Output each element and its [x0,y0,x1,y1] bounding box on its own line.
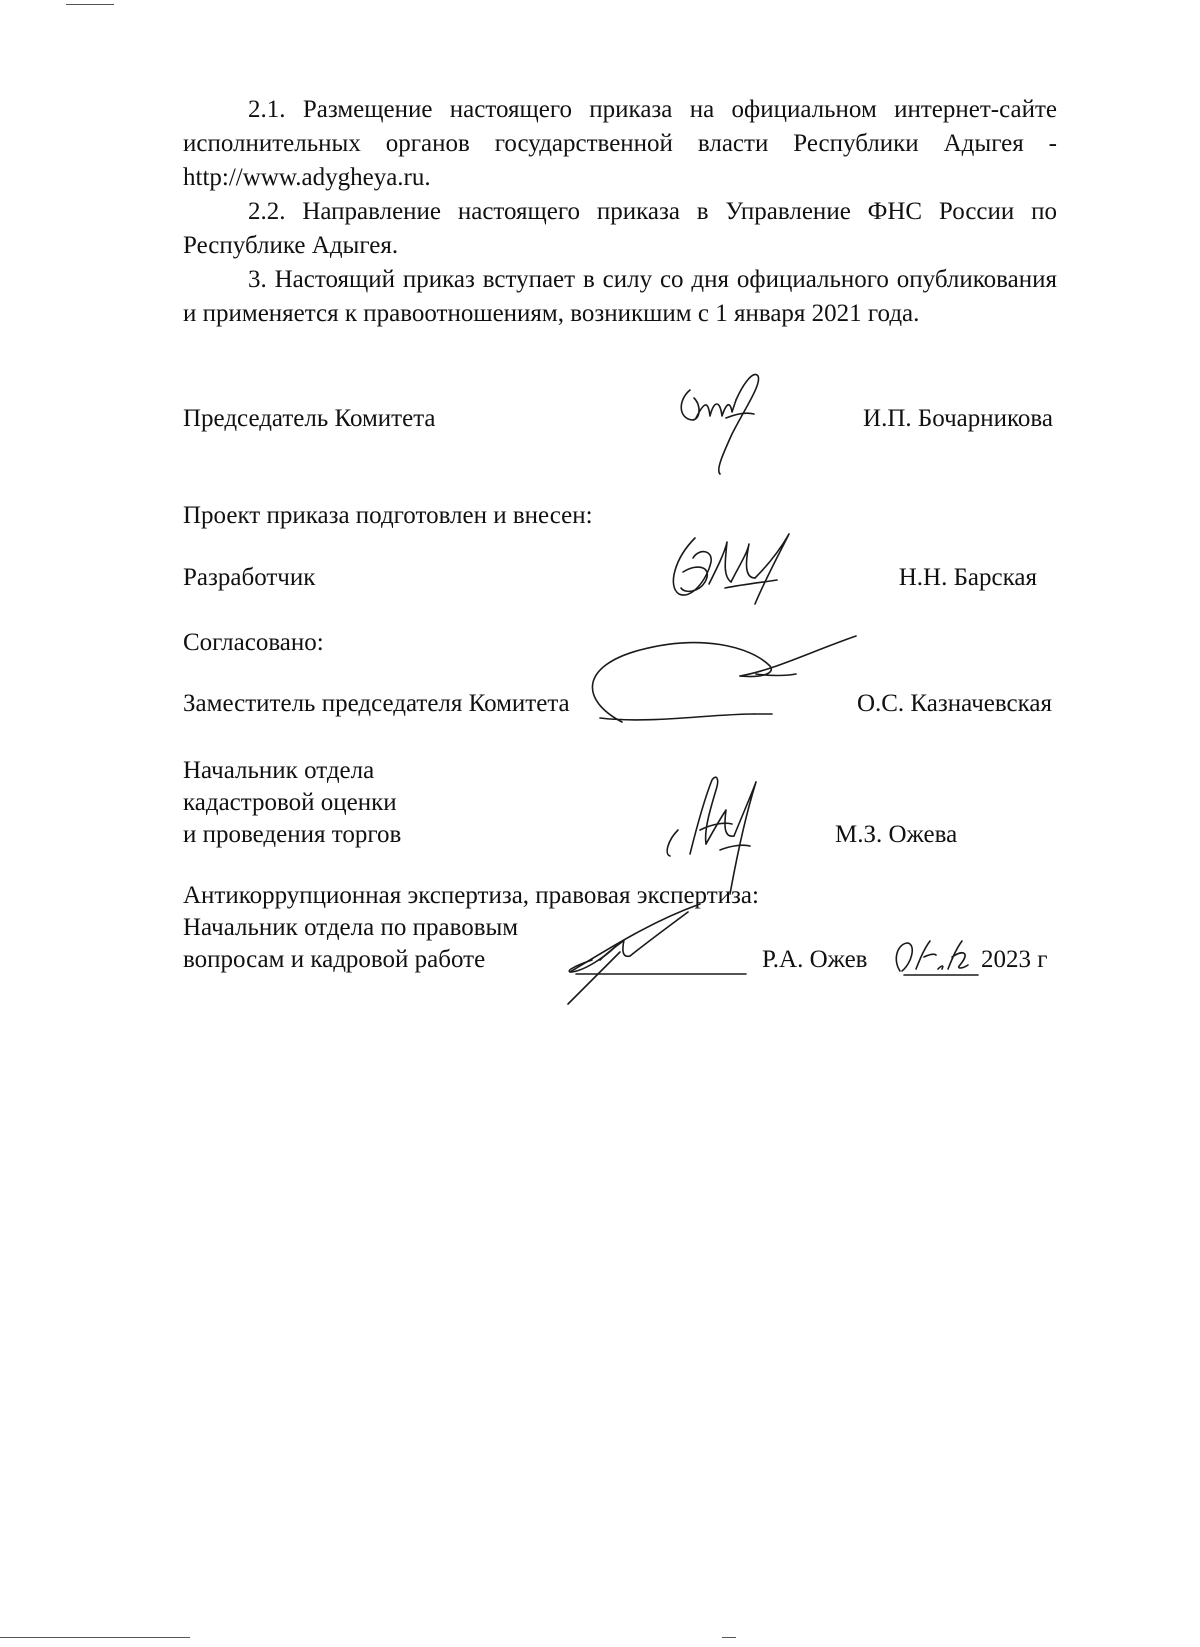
cadastral-head-role-line-1: Начальник отдела [183,757,375,784]
paragraph-2-2: 2.2. Направление настоящего приказа в Управление ФНС России по Республике Адыгея. [183,198,1057,259]
scan-mark-bottom-center [722,1637,736,1638]
expertise-heading: Антикоррупционная экспертиза, правовая экспертиза: [183,882,759,909]
agreed-heading: Согласовано: [183,629,324,656]
deputy-role: Заместитель председателя Комитета [183,690,570,717]
chairman-name: И.П. Бочарникова [863,405,1053,432]
cadastral-head-role-line-3: и проведения торгов [183,821,402,848]
cadastral-head-name: М.З. Ожева [835,821,958,848]
handwritten-date [890,935,980,980]
signature-ozhev [560,900,750,1010]
deputy-name: О.С. Казначевская [856,690,1052,717]
signature-barskaya [665,528,825,608]
developer-name: Н.Н. Барская [898,564,1037,591]
legal-head-date-suffix: 2023 г [981,946,1048,973]
scan-mark-bottom-left [0,1637,190,1638]
chairman-role: Председатель Комитета [183,405,436,432]
order-body [183,93,1057,331]
paragraph-2-1: 2.1. Размещение настоящего приказа на официальном интернет-сайте исполнительных органов государственной власти Республики Адыгея - http://www.adygheya.ru. [183,96,1057,191]
prepared-by-heading: Проект приказа подготовлен и внесен: [183,502,593,529]
paragraph-3: 3. Настоящий приказ вступает в силу со дня официального опубликования и применяется к правоотношениям, возникшим с 1 января 2021 года. [183,266,1057,327]
cadastral-head-role-line-2: кадастровой оценки [183,789,397,816]
signature-kaznachevskaya [560,630,860,730]
signature-bocharnikova [670,370,780,480]
scan-mark-top [66,4,114,5]
developer-role: Разработчик [183,564,316,591]
legal-head-role-line-2: вопросам и кадровой работе [183,946,486,973]
legal-head-role-line-1: Начальник отдела по правовым [183,914,519,941]
legal-head-name: Р.А. Ожев [762,946,868,973]
